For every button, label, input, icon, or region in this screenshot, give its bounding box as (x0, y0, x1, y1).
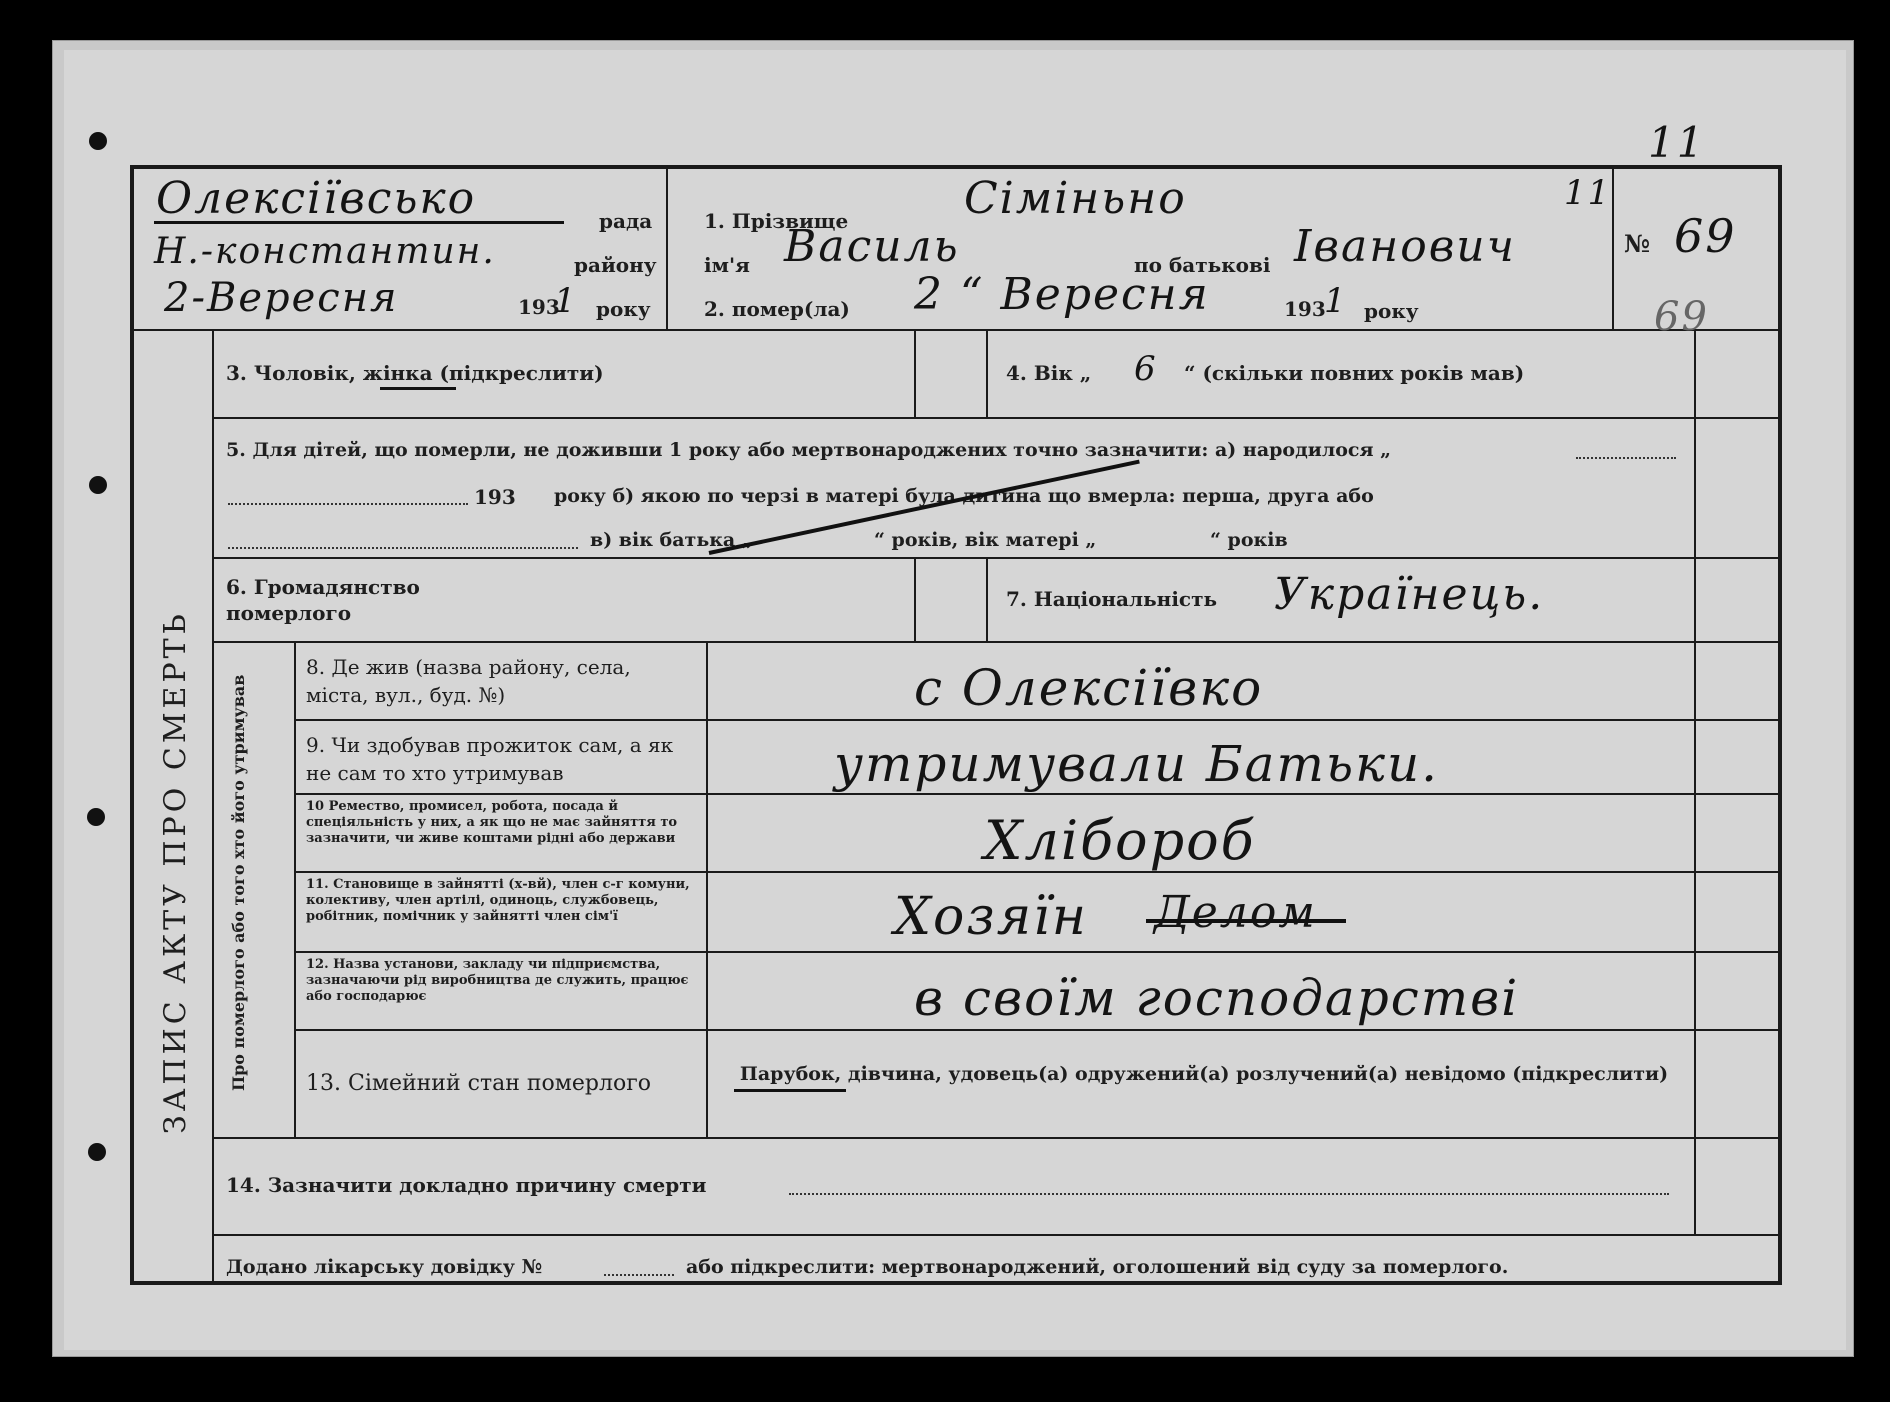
field-4-age-prefix: 4. Вік „ (1006, 361, 1092, 385)
field-5-mother-age: “ років, вік матері „ (874, 529, 1097, 551)
field-8-residence: 8. Де жив (назва району, села, міста, вул., буд. №) (306, 655, 631, 707)
footer-options: або підкреслити: мертвонароджений, оголошений від суду за померлого. (686, 1256, 1509, 1278)
patronymic-label: по батькові (1134, 253, 1271, 277)
patronymic-hand: Іванович (1294, 221, 1517, 272)
field-11-status: 11. Становище в зайнятті (х-вй), член с-г комуни, колективу, член артілі, одиноць, службовець, робітник, помічник у зайнятті член сім'ї (306, 877, 690, 924)
field-5-line2: року б) якою по черзі в матері була дитина що вмерла: перша, друга або (554, 485, 1374, 507)
field-12-employer-hand: в своїм господарстві (914, 969, 1520, 1027)
field-4-age-suffix: “ (скільки повних років мав) (1184, 361, 1525, 385)
field-12-employer: 12. Назва установи, закладу чи підприємства, зазначаючи рід виробництва де служить, працює або господарює (306, 957, 689, 1004)
field-3-sex: 3. Чоловік, жінка (підкреслити) (226, 361, 604, 385)
field-11-status-hand: Хозяїн (894, 887, 1088, 947)
field-11-strike-line (1146, 919, 1346, 923)
top-mark: 11 (1648, 118, 1706, 167)
name-hand: Василь (784, 221, 960, 272)
rayon-hand: Н.-константин. (154, 231, 496, 272)
record-number-hand: 69 (1674, 209, 1737, 263)
corner-mark: 11 (1564, 173, 1612, 213)
died-label: 2. помер(ла) (704, 297, 850, 321)
surname-label: 1. Прізвище (704, 209, 849, 233)
name-label: ім'я (704, 253, 750, 277)
died-year-hand: 1 (1324, 281, 1348, 321)
record-number-stamp: 69 (1654, 294, 1709, 340)
binder-hole (87, 808, 105, 826)
form-side-title: ЗАПИС АКТУ ПРО СМЕРТЬ (158, 610, 193, 1134)
field-9-livelihood-hand: утримували Батьки. (834, 735, 1440, 793)
number-label: № (1624, 229, 1651, 258)
binder-hole (89, 476, 107, 494)
field-5-father-age: в) вік батька „ (590, 529, 753, 551)
field-13-options: Парубок, дівчина, удовець(а) одружений(а) розлучений(а) невідомо (підкреслити) (739, 1063, 1669, 1085)
field-13-marital-status: 13. Сімейний стан померлого (306, 1071, 652, 1096)
record-year-hand: 1 (554, 281, 578, 321)
rada-hand: Олексіївсько (156, 173, 477, 224)
field-7-nationality-hand: Українець. (1274, 569, 1545, 620)
subsection-side-title: Про померлого або того хто його утримував (229, 674, 248, 1091)
record-date-hand: 2-Вересня (164, 275, 399, 321)
rada-label: рада (599, 209, 653, 233)
binder-hole (88, 1143, 106, 1161)
field-4-age-hand: 6 (1134, 349, 1158, 389)
field-6-citizenship: 6. Громадянство померлого (226, 575, 420, 625)
field-10-occupation: 10 Ремество, промисел, робота, посада й спеціяльність у них, а як що не має зайняття то зазначити, чи живе коштами рідні або держави (306, 799, 678, 846)
died-year-label: року (1364, 299, 1419, 323)
binder-hole (89, 132, 107, 150)
field-5-line1: 5. Для дітей, що померли, не доживши 1 року або мертвонароджених точно зазначити: а) народилося „ (226, 439, 1392, 461)
died-year-prefix: 193 (1284, 297, 1326, 321)
field-14-cause-of-death: 14. Зазначити докладно причину смерти (226, 1173, 707, 1197)
field-9-livelihood: 9. Чи здобував прожиток сам, а як не сам то хто утримував (306, 733, 674, 785)
field-10-occupation-hand: Хлібороб (984, 809, 1256, 872)
death-record-form (130, 165, 1782, 1285)
field-5-year: 193 (474, 485, 516, 509)
rayon-label: району (574, 253, 657, 277)
record-year-prefix: 193 (518, 295, 560, 319)
record-year-label: року (596, 297, 651, 321)
footer-medical-certificate: Додано лікарську довідку № (226, 1256, 543, 1278)
surname-hand: Сіміньно (964, 173, 1187, 224)
field-5-years: “ років (1210, 529, 1288, 551)
field-8-residence-hand: с Олексіївко (914, 659, 1264, 717)
died-date-hand: 2 “ Вересня (914, 269, 1210, 320)
field-7-nationality: 7. Національність (1006, 587, 1218, 611)
field-11-struck-hand: Делом (1154, 887, 1317, 938)
